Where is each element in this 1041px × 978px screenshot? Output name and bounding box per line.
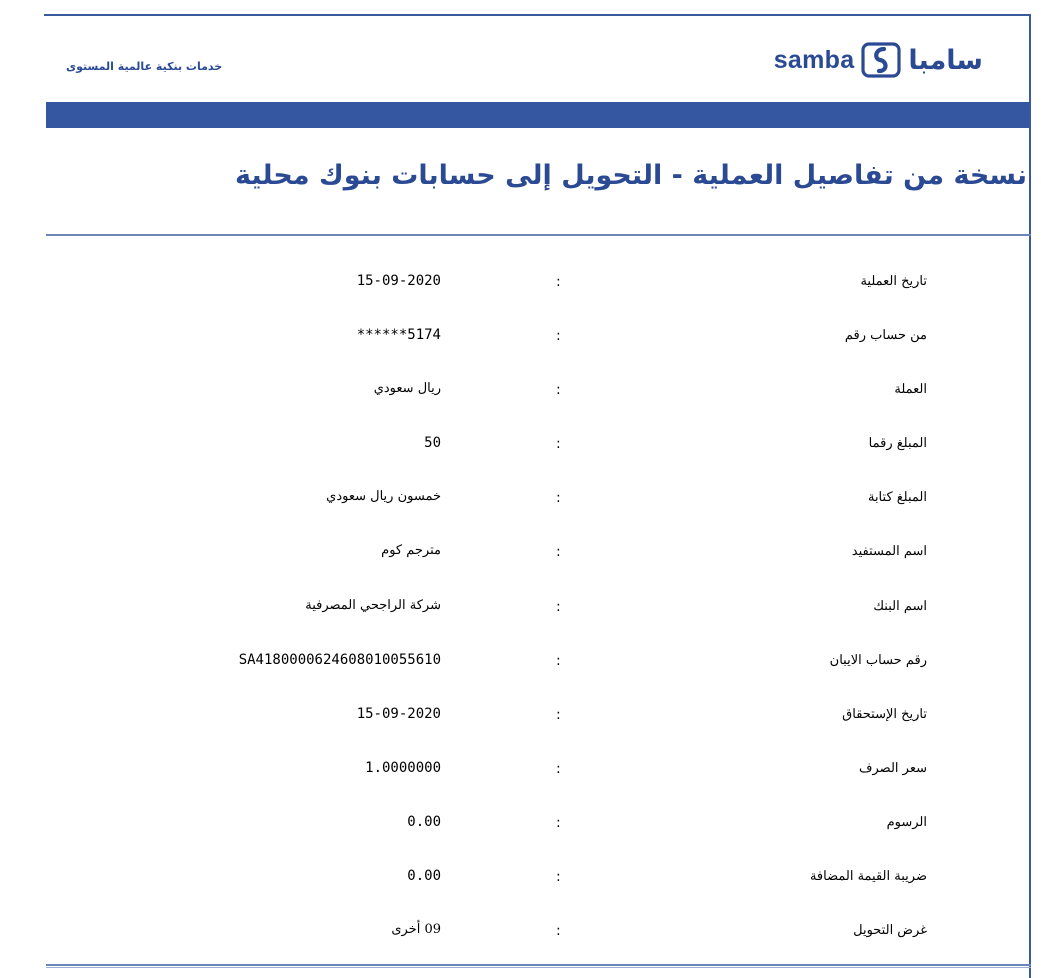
header-band — [46, 102, 1029, 128]
detail-row-beneficiary — [0, 528, 1041, 582]
detail-separator: : — [556, 923, 561, 940]
detail-value: شركة الراجحي المصرفية — [305, 597, 441, 613]
detail-label: غرض التحويل — [853, 923, 927, 939]
detail-label: المبلغ رقما — [868, 436, 927, 452]
detail-value: ******5174 — [356, 327, 441, 344]
detail-value: SA4180000624608010055610 — [238, 651, 441, 668]
bottom-divider — [46, 964, 1031, 968]
detail-label: العملة — [894, 382, 927, 398]
detail-value: 50 — [424, 435, 441, 452]
detail-value: 15-09-2020 — [356, 273, 441, 289]
page-title: نسخة من تفاصيل العملية - التحويل إلى حسابات بنوك محلية — [235, 160, 1027, 191]
detail-label: من حساب رقم — [844, 328, 927, 344]
details-list — [0, 258, 1041, 961]
detail-row-exchange-rate — [0, 745, 1041, 799]
logo-text-en: samba — [773, 45, 855, 74]
detail-value: 15-09-2020 — [356, 705, 441, 722]
detail-row-amount-words — [0, 474, 1041, 528]
detail-separator: : — [556, 598, 561, 615]
detail-separator: : — [556, 760, 561, 777]
detail-row-transaction-date — [0, 258, 1041, 312]
detail-separator: : — [556, 490, 561, 507]
title-divider — [46, 234, 1031, 236]
detail-row-transfer-purpose — [0, 907, 1041, 961]
detail-separator: : — [556, 652, 561, 669]
detail-label: تاريخ العملية — [860, 274, 927, 289]
detail-value: ريال سعودي — [373, 381, 441, 397]
detail-row-due-date — [0, 691, 1041, 745]
detail-label: الرسوم — [886, 814, 927, 830]
detail-label: رقم حساب الايبان — [829, 652, 927, 668]
detail-value: 0.00 — [407, 868, 441, 885]
detail-separator: : — [556, 544, 561, 561]
detail-value: 0.00 — [407, 813, 441, 830]
detail-row-bank-name — [0, 583, 1041, 637]
samba-logo — [774, 36, 983, 84]
detail-row-currency — [0, 366, 1041, 420]
detail-row-from-account — [0, 312, 1041, 366]
detail-separator: : — [556, 706, 561, 723]
logo-text-ar: سامبا — [908, 44, 983, 76]
detail-row-iban — [0, 637, 1041, 691]
detail-separator: : — [556, 869, 561, 886]
detail-label: اسم المستفيد — [851, 544, 927, 560]
detail-value: 09 أخرى — [391, 922, 441, 938]
detail-separator: : — [556, 328, 561, 345]
detail-separator: : — [556, 274, 561, 290]
detail-label: تاريخ الإستحقاق — [842, 706, 927, 722]
detail-label: ضريبة القيمة المضافة — [809, 869, 927, 885]
detail-row-vat — [0, 853, 1041, 907]
detail-row-amount-numeric — [0, 420, 1041, 474]
detail-value: 1.0000000 — [365, 759, 441, 776]
detail-separator: : — [556, 436, 561, 453]
detail-separator: : — [556, 814, 561, 831]
detail-row-fees — [0, 799, 1041, 853]
detail-label: المبلغ كتابة — [867, 490, 927, 506]
detail-label: اسم البنك — [873, 598, 927, 614]
detail-value: مترجم كوم — [381, 543, 441, 559]
samba-emblem-icon — [860, 39, 902, 81]
detail-value: خمسون ريال سعودي — [326, 489, 441, 505]
detail-separator: : — [556, 382, 561, 399]
tagline: خدمات بنكية عالمية المستوى — [66, 60, 223, 73]
detail-label: سعر الصرف — [859, 760, 927, 776]
